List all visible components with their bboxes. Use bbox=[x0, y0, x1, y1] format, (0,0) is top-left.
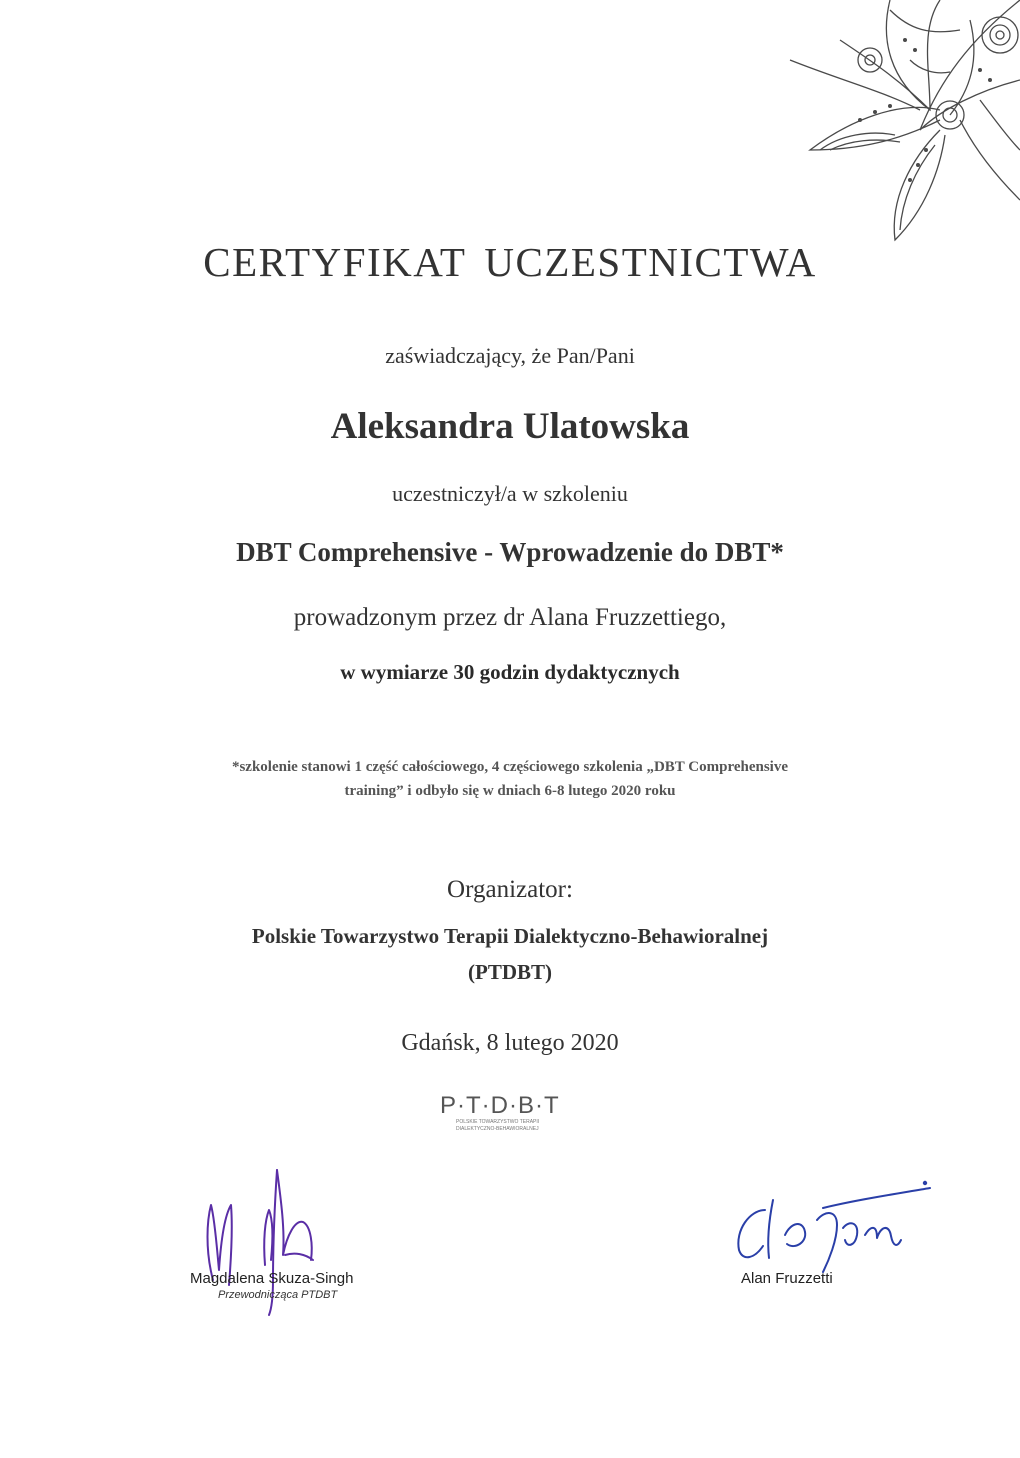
signature-right-icon bbox=[725, 1180, 935, 1280]
footnote-line-2: training” i odbyło się w dniach 6-8 lutego 2020 roku bbox=[344, 783, 676, 799]
signatory-left-name: Magdalena Skuza-Singh bbox=[190, 1270, 354, 1287]
participant-name: Aleksandra Ulatowska bbox=[330, 406, 690, 447]
intro-text: zaświadczający, że Pan/Pani bbox=[385, 343, 635, 368]
logo-subtitle-2: DIALEKTYCZNO-BEHAWIORALNEJ bbox=[456, 1126, 539, 1132]
signature-right bbox=[741, 1270, 833, 1287]
signature-left bbox=[190, 1270, 353, 1301]
organizer-block bbox=[0, 918, 1020, 990]
course-title: DBT Comprehensive - Wprowadzenie do DBT* bbox=[236, 537, 784, 567]
organizer-abbreviation: (PTDBT) bbox=[468, 960, 552, 984]
participation-text: uczestniczył/a w szkoleniu bbox=[392, 481, 628, 506]
floral-ornament bbox=[640, 0, 1020, 260]
title-word-2: UCZESTNICTWA bbox=[484, 239, 817, 285]
hours-text: w wymiarze 30 godzin dydaktycznych bbox=[340, 660, 680, 684]
place-date: Gdańsk, 8 lutego 2020 bbox=[401, 1030, 619, 1056]
certificate-title bbox=[0, 238, 1020, 286]
organizer-label: Organizator: bbox=[447, 876, 573, 903]
footnote-line-1: *szkolenie stanowi 1 część całościowego, 4 częściowego szkolenia „DBT Comprehensive bbox=[231, 759, 789, 775]
signatory-left-role: Przewodnicząca PTDBT bbox=[218, 1289, 338, 1301]
trainer-text: prowadzonym przez dr Alana Fruzzettiego, bbox=[293, 604, 727, 631]
footnote bbox=[0, 755, 1020, 803]
logo-mark: P·T·D·B·T bbox=[440, 1092, 560, 1119]
title-word-1: CERTYFIKAT bbox=[203, 239, 467, 285]
organizer-name: Polskie Towarzystwo Terapii Dialektyczno-Behawioralnej bbox=[251, 924, 769, 948]
signatory-right-name: Alan Fruzzetti bbox=[741, 1270, 833, 1287]
ptdbt-logo bbox=[440, 1093, 580, 1133]
logo-subtitle-1: POLSKIE TOWARZYSTWO TERAPII bbox=[456, 1119, 540, 1125]
